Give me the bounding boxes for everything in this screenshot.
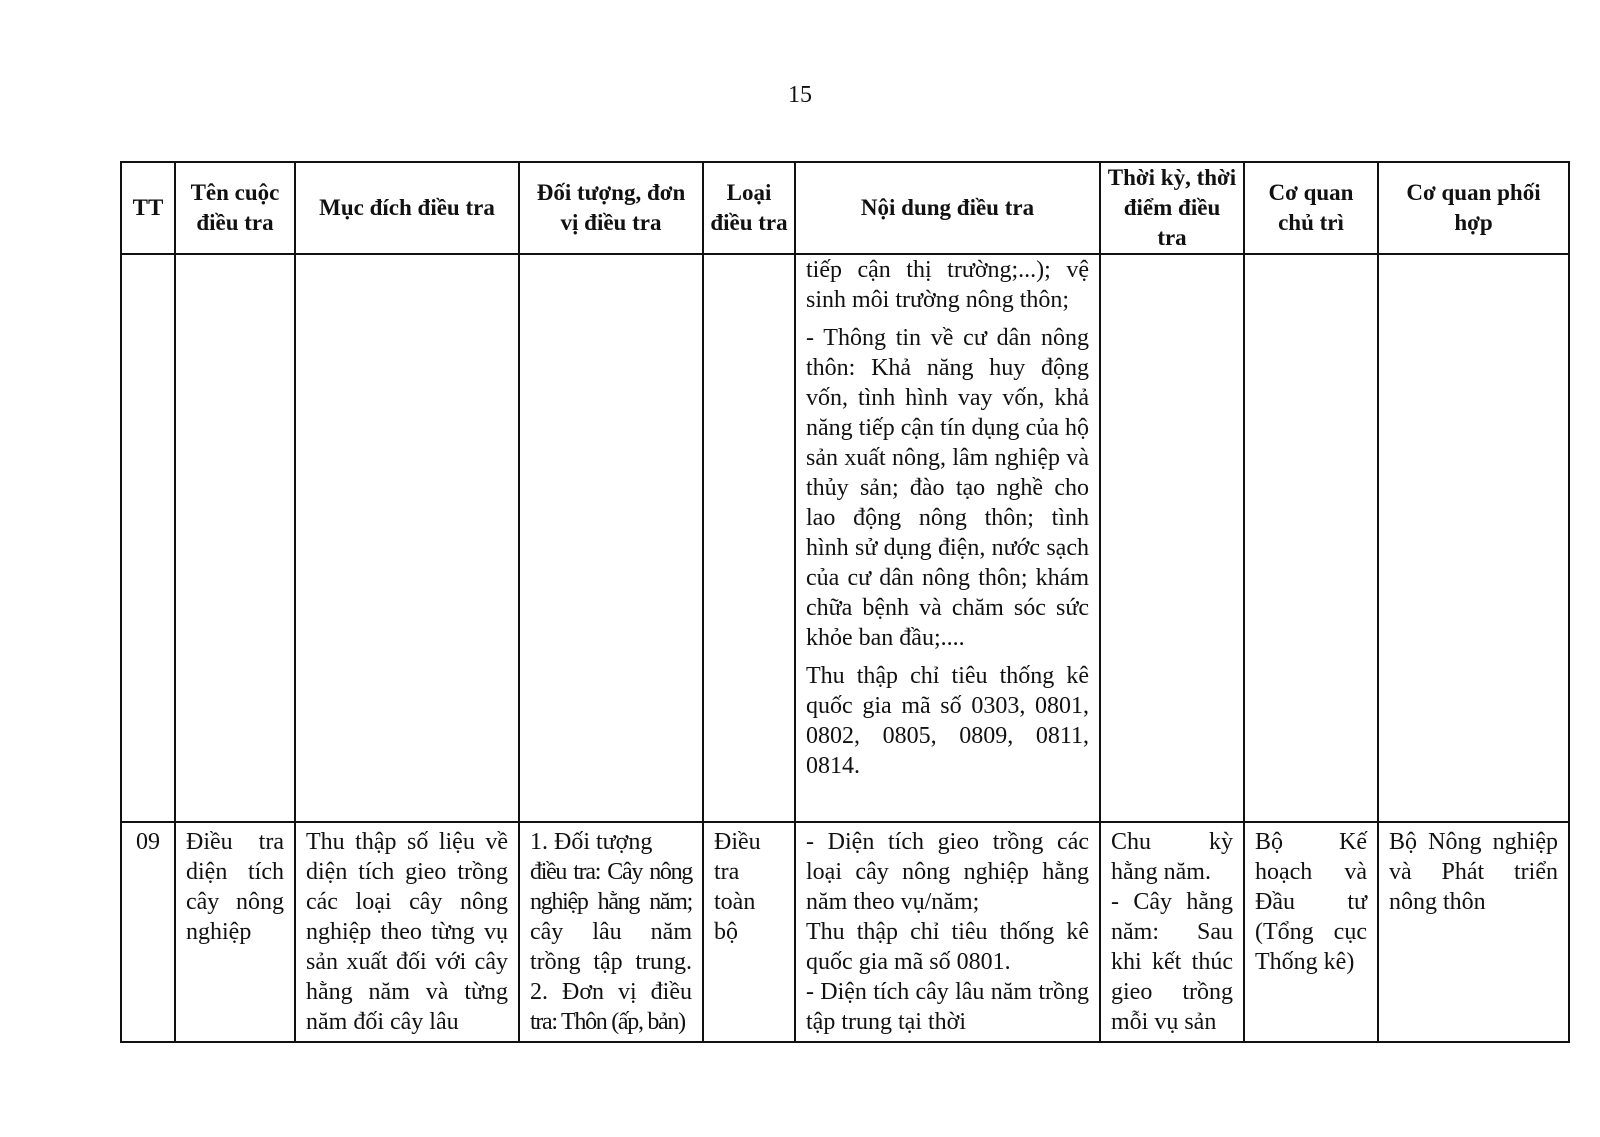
- cell-empty: [1378, 254, 1569, 822]
- header-row: [121, 162, 1569, 254]
- cell-purpose: Thu thập số liệu về diện tích gieo trồng các loại cây nông nghiệp theo từng vụ sản xuất đối với cây hằng năm và từng năm đối cây lâu: [295, 822, 519, 1042]
- cell-empty: [295, 254, 519, 822]
- cell-empty: [175, 254, 295, 822]
- header-purpose: Mục đích điều tra: [295, 162, 519, 254]
- cell-content: [795, 822, 1100, 1042]
- target-line: điều tra: Cây nông nghiệp hằng năm;: [530, 859, 692, 915]
- cell-empty: [1100, 254, 1244, 822]
- header-tt: TT: [121, 162, 175, 254]
- header-survey-type: Loại điều tra: [703, 162, 795, 254]
- content-line: - Diện tích gieo trồng các loại cây nông nghiệp hằng năm theo vụ/năm;: [806, 829, 1089, 915]
- header-target-unit: Đối tượng, đơn vị điều tra: [519, 162, 703, 254]
- cell-period: [1100, 822, 1244, 1042]
- period-line: Chu kỳ hằng năm.: [1111, 829, 1233, 885]
- content-paragraph: Thu thập chỉ tiêu thống kê quốc gia mã số 0303, 0801, 0802, 0805, 0809, 0811, 0814.: [806, 663, 1089, 779]
- cell-tt: 09: [121, 822, 175, 1042]
- cell-empty: [121, 254, 175, 822]
- table-row-continuation: [121, 254, 1569, 822]
- cell-partner-agency: Bộ Nông nghiệp và Phát triển nông thôn: [1378, 822, 1569, 1042]
- target-line: 2. Đơn vị điều: [530, 979, 692, 1005]
- cell-target-unit: [519, 822, 703, 1042]
- cell-survey-name: Điều tra diện tích cây nông nghiệp: [175, 822, 295, 1042]
- target-line: tra: Thôn (ấp, bản): [530, 1009, 685, 1035]
- table-row-09: [121, 822, 1569, 1042]
- cell-content-continuation: [795, 254, 1100, 822]
- content-paragraph: tiếp cận thị trường;...); vệ sinh môi trường nông thôn;: [806, 257, 1089, 313]
- header-partner-agency: Cơ quan phối hợp: [1378, 162, 1569, 254]
- cell-empty: [703, 254, 795, 822]
- header-lead-agency: Cơ quan chủ trì: [1244, 162, 1378, 254]
- header-survey-name: Tên cuộc điều tra: [175, 162, 295, 254]
- content-paragraph: - Thông tin về cư dân nông thôn: Khả năng huy động vốn, tình hình vay vốn, khả năng tiếp cận tín dụng của hộ sản xuất nông, lâm nghiệp và thủy sản; đào tạo nghề cho lao động nông thôn; tình hình sử dụng điện, nước sạch của cư dân nông thôn; khám chữa bệnh và chăm sóc sức khỏe ban đầu;....: [806, 325, 1089, 651]
- survey-table: [120, 161, 1570, 1043]
- header-content: Nội dung điều tra: [795, 162, 1100, 254]
- page-number: 15: [788, 82, 812, 108]
- cell-empty: [519, 254, 703, 822]
- target-line: 1. Đối tượng: [530, 829, 653, 855]
- cell-lead-agency: Bộ Kế hoạch và Đầu tư (Tổng cục Thống kê): [1244, 822, 1378, 1042]
- header-period: Thời kỳ, thời điểm điều tra: [1100, 162, 1244, 254]
- period-line: - Cây hằng năm: Sau khi kết thúc gieo trồng mỗi vụ sản: [1111, 889, 1233, 1035]
- content-line: Thu thập chỉ tiêu thống kê quốc gia mã số 0801.: [806, 919, 1089, 975]
- target-line: cây lâu năm trồng tập trung.: [530, 919, 692, 975]
- cell-empty: [1244, 254, 1378, 822]
- content-line: - Diện tích cây lâu năm trồng tập trung tại thời: [806, 979, 1089, 1035]
- cell-survey-type: Điều tra toàn bộ: [703, 822, 795, 1042]
